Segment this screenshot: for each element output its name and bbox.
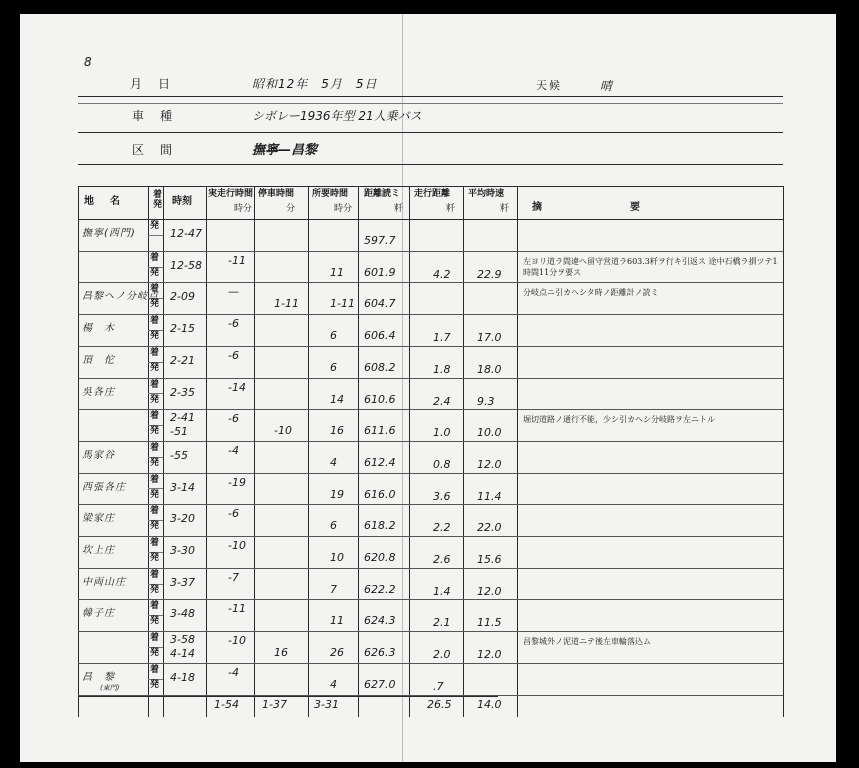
page-number: 8 [84,55,92,69]
row-rule [78,282,783,283]
cum-time-value: 4 [330,677,337,691]
cum-time-value: 14 [330,392,344,406]
column-rule [463,186,464,717]
row-rule [78,409,783,410]
cum-time-value: 26 [330,646,344,660]
arrdep-mark: 発 [150,616,160,627]
dist-reading-value: 618.2 [364,519,396,533]
remark-text: 昌黎城外ノ泥道ニテ後左車輪落込ム [523,637,651,647]
arrdep-mark: 発 [150,521,160,532]
cum-time-value: 1-11 [330,297,355,311]
arrdep-mark: 着 [150,379,160,390]
time-value: 2-09 [170,290,195,304]
run-time-value: — [228,285,239,299]
section-label: 区 間 [132,143,175,157]
time-value: 3-20 [170,512,195,526]
arrdep-mark: 着 [150,474,160,485]
time-value: 2-41 [170,411,195,425]
time-value: 12-47 [170,227,202,240]
run-dist-value: 2.4 [433,394,451,408]
row-rule [78,346,783,347]
arrdep-mark: 発 [150,394,160,405]
col-unit-run-dist: 粁 [446,204,456,214]
vehicle-label: 車 種 [132,109,175,123]
run-dist-value: 2.2 [433,521,451,535]
time-value: 2-35 [170,385,195,399]
time-value: -51 [170,425,188,439]
col-header-arrdep: 着発 [153,190,163,210]
arrdep-mark: 着 [150,252,160,263]
col-header-place: 地 名 [84,196,123,207]
date-value: 昭和12年 5月 5日 [252,77,378,91]
col-header-stop-time: 停車時間 [258,189,295,199]
column-rule [163,186,164,717]
arrdep-mark: 着 [150,664,160,675]
section-value: 撫寧—昌黎 [252,143,318,158]
dist-reading-value: 620.8 [364,551,396,564]
cum-time-value: 7 [330,582,337,596]
col-header-cum-time: 所要時間 [312,189,349,199]
cum-time-value: 4 [330,455,337,469]
arrdep-divider [148,235,163,236]
run-time-value: -19 [228,475,246,489]
dist-reading-value: 610.6 [364,392,396,406]
run-time-value: -10 [228,634,246,648]
header-rule [78,132,783,133]
place-name: 坎上庄 [82,545,115,556]
row-rule [78,314,783,315]
time-value: 12-58 [170,258,202,272]
run-time-value: -6 [228,412,239,426]
arrdep-mark: 発 [150,648,160,659]
arrdep-mark: 着 [150,284,160,295]
run-time-value: -10 [228,539,246,552]
avg-speed-value: 11.5 [477,616,502,630]
dist-reading-value: 616.0 [364,487,396,501]
avg-speed-value: 11.4 [477,489,502,503]
col-unit-dist-reading: 粁 [394,204,404,214]
row-rule [78,631,783,632]
avg-speed-value: 12.0 [477,648,502,662]
cum-time-value: 16 [330,424,344,438]
run-dist-value: 1.8 [433,362,451,376]
arrdep-mark: 発 [150,362,160,373]
column-rule [308,186,309,717]
time-value: 3-14 [170,480,195,494]
stop-time-value: 16 [274,646,288,660]
remark-text: 左ヨリ道ラ間違ヘ留守営道ラ603.3粁ヲ行キ引返ス 途中石橋ラ損ツテ1時間11分ヲ要ス [523,256,778,277]
cum-time-value: 19 [330,487,344,501]
time-value: 2-21 [170,353,195,367]
run-dist-value: .7 [433,679,444,693]
run-dist-value: 0.8 [433,457,451,471]
run-dist-value: 1.4 [433,584,451,598]
row-rule [78,473,783,474]
weather-value: 晴 [600,79,613,93]
time-value: 4-14 [170,647,195,661]
cum-time-value: 10 [330,551,344,564]
run-dist-value: 1.0 [433,426,451,440]
cum-time-value: 11 [330,265,344,279]
column-rule [78,186,79,717]
place-name: 楊 木 [82,323,115,335]
avg-speed-value: 18.0 [477,362,502,376]
run-dist-value: 1.7 [433,331,451,345]
cum-time-value: 6 [330,329,337,343]
run-dist-value: 3.6 [433,489,451,503]
run-time-value: -6 [228,317,239,331]
row-rule [78,536,783,537]
place-name: 昌 黎 [82,671,115,683]
remark-text: 分岐点ニ引カヘシタ時ノ距離計ノ読ミ [523,288,659,298]
col-unit-run-time: 時分 [234,204,253,214]
total-stop-time: 1-37 [262,697,287,711]
dist-reading-value: 604.7 [364,297,396,311]
run-time-value: -6 [228,348,239,362]
place-name: 中両山庄 [82,576,126,588]
col-unit-cum-time: 時分 [334,204,353,214]
dist-reading-value: 612.4 [364,455,396,469]
place-name: 撫寧(西門) [82,228,136,239]
run-time-value: -4 [228,443,239,457]
header-rule [78,164,783,165]
arrdep-mark: 着 [150,569,160,580]
stop-time-value: 1-11 [274,297,299,311]
header-rule [78,103,783,104]
total-run-dist: 26.5 [427,697,452,711]
time-value: 3-58 [170,633,195,647]
arrdep-mark: 着 [150,538,160,548]
run-time-value: -6 [228,507,239,521]
column-rule [517,186,518,717]
dist-reading-value: 601.9 [364,265,396,279]
document-page [20,14,836,762]
arrdep-mark: 発 [150,457,160,468]
run-time-value: -14 [228,380,246,394]
run-time-value: -11 [228,253,246,267]
place-sub: (東門) [100,683,120,692]
row-rule [78,251,783,252]
arrdep-mark: 着 [150,506,160,517]
time-value: -55 [170,448,188,462]
row-rule [78,441,783,442]
dist-reading-value: 608.2 [364,360,396,374]
arrdep-mark: 着 [150,316,160,327]
arrdep-mark: 着 [150,411,160,422]
dist-reading-value: 611.6 [364,424,396,438]
column-rule [358,186,359,717]
total-cum-time: 3-31 [314,697,339,711]
avg-speed-value: 17.0 [477,331,502,345]
col-header-dist-reading: 距離読ミ [364,189,401,199]
avg-speed-value: 10.0 [477,426,502,440]
place-name: 昌黎ヘノ分岐点 [82,291,159,303]
cum-time-value: 11 [330,614,344,628]
col-header-remarks: 摘 要 [532,202,644,213]
place-name: 西張各庄 [82,481,126,493]
arrdep-mark: 発 [150,679,160,690]
run-time-value: -11 [228,602,246,616]
dist-reading-value: 597.7 [364,234,396,247]
avg-speed-value: 9.3 [477,394,495,408]
run-dist-value: 4.2 [433,267,451,281]
arrdep-mark: 着 [150,633,160,644]
time-value: 3-37 [170,575,195,589]
col-unit-stop-time: 分 [286,204,296,214]
col-header-avg-speed: 平均時速 [468,189,505,199]
arrdep-mark: 着 [150,442,160,453]
arrdep-mark: 着 [150,601,160,612]
dist-reading-value: 622.2 [364,582,396,596]
avg-speed-value: 12.0 [477,584,502,598]
time-value: 3-48 [170,607,195,621]
place-name: 韓子庄 [82,608,115,620]
arrdep-mark: 発 [150,426,160,437]
place-name: 梁家庄 [82,513,115,525]
remark-text: 堀切道路ノ通行不能，少シ引カヘシ分岐路ヲ左ニトル [523,415,715,425]
time-value: 2-15 [170,322,195,336]
total-avg-speed: 14.0 [477,697,502,711]
place-name: 吳各庄 [82,386,115,398]
dist-reading-value: 626.3 [364,646,396,660]
time-value: 4-18 [170,670,195,684]
place-name: 馬家谷 [82,449,115,461]
total-run-time: 1-54 [214,697,239,711]
column-rule [254,186,255,717]
arrdep-mark: 発 [150,267,160,278]
avg-speed-value: 15.6 [477,553,502,566]
page-fold [402,14,403,762]
arrdep-mark: 発 [150,489,160,500]
col-header-run-time: 実走行時間 [208,189,254,199]
column-rule [409,186,410,717]
arrdep-mark: 発 [150,584,160,595]
vehicle-value: シボレー1936年型 21人乗バス [252,109,422,123]
place-name: 頂 佗 [82,354,115,366]
weather-label: 天候 [536,79,562,92]
col-header-time: 時刻 [172,196,192,207]
run-dist-value: 2.0 [433,648,451,662]
run-dist-value: 2.6 [433,553,451,566]
cum-time-value: 6 [330,360,337,374]
dist-reading-value: 624.3 [364,614,396,628]
arrdep-mark: 着 [150,347,160,358]
arrdep-mark: 発 [150,299,160,310]
stop-time-value: -10 [274,424,292,438]
col-header-run-dist: 走行距離 [414,189,451,199]
totals-rule [78,696,498,697]
row-rule [78,599,783,600]
header-rule [78,96,783,97]
arrdep-mark: 発 [150,331,160,342]
avg-speed-value: 12.0 [477,457,502,471]
row-rule [78,663,783,664]
run-time-value: -4 [228,665,239,679]
row-rule [78,504,783,505]
column-rule [206,186,207,717]
dist-reading-value: 606.4 [364,329,396,343]
avg-speed-value: 22.9 [477,267,502,281]
cum-time-value: 6 [330,519,337,533]
date-label: 月 日 [130,77,173,91]
arrdep-mark: 発 [150,553,160,563]
run-time-value: -7 [228,570,239,584]
avg-speed-value: 22.0 [477,521,502,535]
arrdep-mark: 発 [150,221,160,231]
column-rule [783,186,784,717]
col-unit-avg-speed: 粁 [500,204,510,214]
time-value: 3-30 [170,544,195,557]
dist-reading-value: 627.0 [364,677,396,691]
row-rule [78,568,783,569]
run-dist-value: 2.1 [433,616,451,630]
row-rule [78,378,783,379]
